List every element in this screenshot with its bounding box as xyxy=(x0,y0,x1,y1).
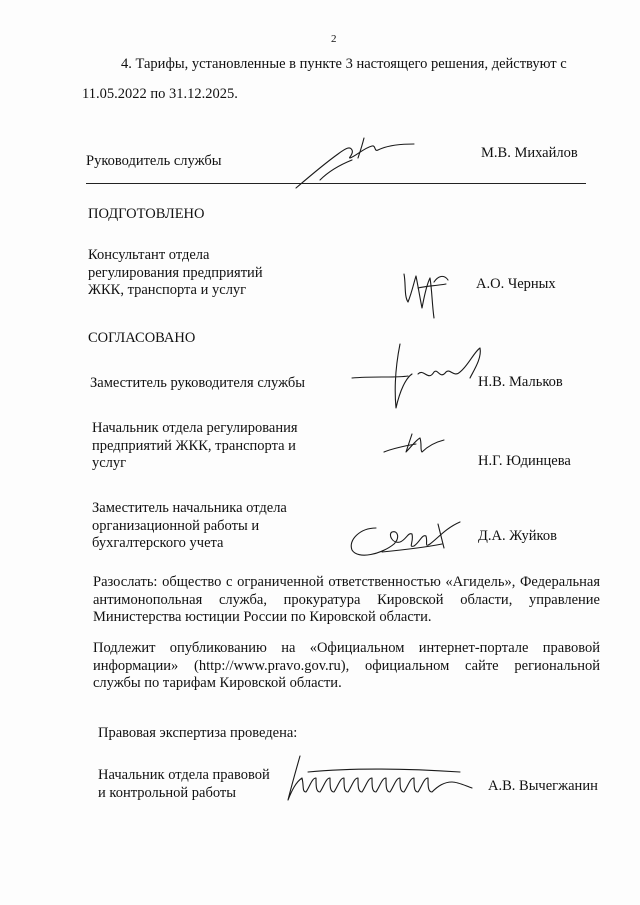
head-name: М.В. Михайлов xyxy=(481,145,578,161)
prepared-position: Консультант отдела регулирования предприятий ЖКК, транспорта и услуг xyxy=(88,247,263,298)
prepared-signature xyxy=(398,262,458,326)
clause-4-line-2: 11.05.2022 по 31.12.2025. xyxy=(82,86,238,102)
agreed-signature-3 xyxy=(342,514,466,562)
legal-review-position: Начальник отдела правовой и контрольной работы xyxy=(98,767,270,801)
clause-4-line-1: 4. Тарифы, установленные в пункте 3 настоящего решения, действуют с xyxy=(121,56,567,72)
agreed-position-3: Заместитель начальника отдела организационной работы и бухгалтерского учета xyxy=(92,500,287,551)
agreed-name-2: Н.Г. Юдинцева xyxy=(478,453,571,469)
distribution-paragraph: Разослать: общество с ограниченной ответственностью «Агидель», Федеральная антимонопольная служба, прокуратура Кировской области, управление Министерства юстиции России по Кировской области. xyxy=(93,574,600,625)
agreed-name-3: Д.А. Жуйков xyxy=(478,528,557,544)
agreed-heading: СОГЛАСОВАНО xyxy=(88,330,196,346)
agreed-signature-2 xyxy=(382,428,452,458)
publication-paragraph: Подлежит опубликованию на «Официальном интернет-портале правовой информации» (http://www.pravo.gov.ru), официальном сайте региональной службы по тарифам Кировской области. xyxy=(93,640,600,691)
page-number: 2 xyxy=(331,33,337,45)
head-signature xyxy=(290,128,420,190)
agreed-position-1: Заместитель руководителя службы xyxy=(90,375,306,391)
prepared-heading: ПОДГОТОВЛЕНО xyxy=(88,206,205,222)
agreed-position-2: Начальник отдела регулирования предприятий ЖКК, транспорта и услуг xyxy=(92,420,298,471)
legal-review-text: Правовая экспертиза проведена: xyxy=(98,725,298,741)
agreed-signature-1 xyxy=(346,338,496,410)
legal-review-signature xyxy=(280,752,475,804)
legal-review-name: А.В. Вычегжанин xyxy=(488,778,598,794)
head-position: Руководитель службы xyxy=(86,153,222,169)
agreed-name-1: Н.В. Мальков xyxy=(478,374,563,390)
prepared-name: А.О. Черных xyxy=(476,276,556,292)
signature-rule xyxy=(86,183,586,184)
